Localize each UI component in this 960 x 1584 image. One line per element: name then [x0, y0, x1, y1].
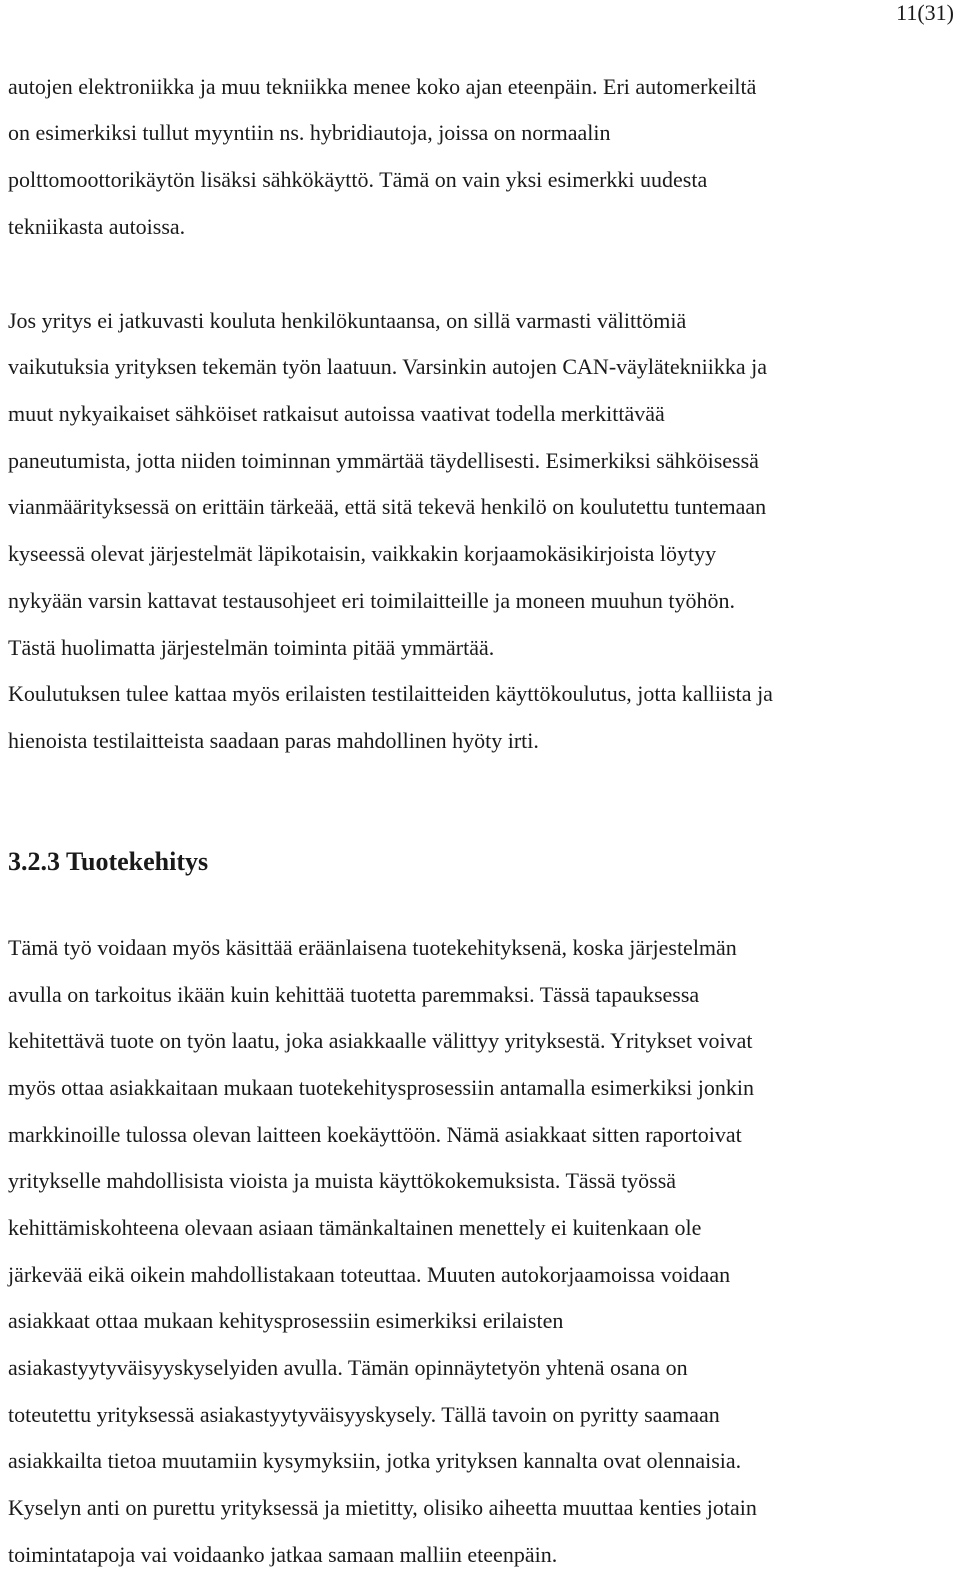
section-paragraph-line-11: toteutettu yrityksessä asiakastyytyväisyyskysely. Tällä tavoin on pyritty saamaan: [8, 1402, 720, 1427]
section-paragraph-line-5: markkinoille tulossa olevan laitteen koekäyttöön. Nämä asiakkaat sitten raportoivat: [8, 1122, 742, 1147]
paragraph-2-line-7: nykyään varsin kattavat testausohjeet eri toimilaitteille ja moneen muuhun työhön.: [8, 588, 736, 613]
section-paragraph-line-7: kehittämiskohteena olevaan asiaan tämänkaltainen menettely ei kuitenkaan ole: [8, 1215, 702, 1240]
section-paragraph-line-6: yritykselle mahdollisista vioista ja muista käyttökokemuksista. Tässä työssä: [8, 1168, 677, 1193]
section-paragraph-line-10: asiakastyytyväisyyskyselyiden avulla. Tämän opinnäytetyön yhtenä osana on: [8, 1355, 688, 1380]
paragraph-1-line-2: on esimerkiksi tullut myyntiin ns. hybridiautoja, joissa on normaalin: [8, 120, 611, 145]
section-paragraph-line-14: toimintatapoja vai voidaanko jatkaa samaan malliin eteenpäin.: [8, 1542, 558, 1567]
paragraph-2-line-2: vaikutuksia yrityksen tekemän työn laatuun. Varsinkin autojen CAN-väylätekniikka ja: [8, 354, 768, 379]
paragraph-2-line-4: paneutumista, jotta niiden toiminnan ymmärtää täydellisesti. Esimerkiksi sähköisessä: [8, 448, 759, 473]
page-number: 11(31): [896, 0, 954, 25]
paragraph-1-line-3: polttomoottorikäytön lisäksi sähkökäyttö. Tämä on vain yksi esimerkki uudesta: [8, 167, 708, 192]
paragraph-1-line-4: tekniikasta autoissa.: [8, 214, 186, 239]
section-paragraph-line-8: järkevää eikä oikein mahdollistakaan toteuttaa. Muuten autokorjaamoissa voidaan: [8, 1262, 731, 1287]
section-paragraph-line-1: Tämä työ voidaan myös käsittää eräänlaisena tuotekehityksenä, koska järjestelmän: [8, 935, 737, 960]
section-paragraph-line-3: kehitettävä tuote on työn laatu, joka asiakkaalle välittyy yrityksestä. Yritykset voivat: [8, 1028, 753, 1053]
paragraph-2-line-6: kyseessä olevat järjestelmät läpikotaisin, vaikkakin korjaamokäsikirjoista löytyy: [8, 541, 717, 566]
paragraph-2-line-1: Jos yritys ei jatkuvasti kouluta henkilökuntaansa, on sillä varmasti välittömiä: [8, 308, 687, 333]
paragraph-2-line-5: vianmäärityksessä on erittäin tärkeää, että sitä tekevä henkilö on koulutettu tuntemaan: [8, 494, 767, 519]
section-paragraph-line-12: asiakkailta tietoa muutamiin kysymyksiin, jotka yrityksen kannalta ovat olennaisia.: [8, 1448, 742, 1473]
paragraph-2-line-8: Tästä huolimatta järjestelmän toiminta pitää ymmärtää.: [8, 635, 495, 660]
paragraph-2-line-9: Koulutuksen tulee kattaa myös erilaisten testilaitteiden käyttökoulutus, jotta kalliista ja: [8, 681, 773, 706]
paragraph-2-line-10: hienoista testilaitteista saadaan paras mahdollinen hyöty irti.: [8, 728, 539, 753]
section-paragraph-line-2: avulla on tarkoitus ikään kuin kehittää tuotetta paremmaksi. Tässä tapauksessa: [8, 982, 700, 1007]
section-paragraph-line-13: Kyselyn anti on purettu yrityksessä ja mietitty, olisiko aiheetta muuttaa kenties jotain: [8, 1495, 757, 1520]
section-paragraph-line-4: myös ottaa asiakkaitaan mukaan tuotekehitysprosessiin antamalla esimerkiksi jonkin: [8, 1075, 754, 1100]
section-heading: 3.2.3 Tuotekehitys: [8, 847, 209, 876]
section-paragraph-line-9: asiakkaat ottaa mukaan kehitysprosessiin esimerkiksi erilaisten: [8, 1308, 564, 1333]
paragraph-2-line-3: muut nykyaikaiset sähköiset ratkaisut autoissa vaativat todella merkittävää: [8, 401, 665, 426]
paragraph-1-line-1: autojen elektroniikka ja muu tekniikka menee koko ajan eteenpäin. Eri automerkeiltä: [8, 74, 757, 99]
